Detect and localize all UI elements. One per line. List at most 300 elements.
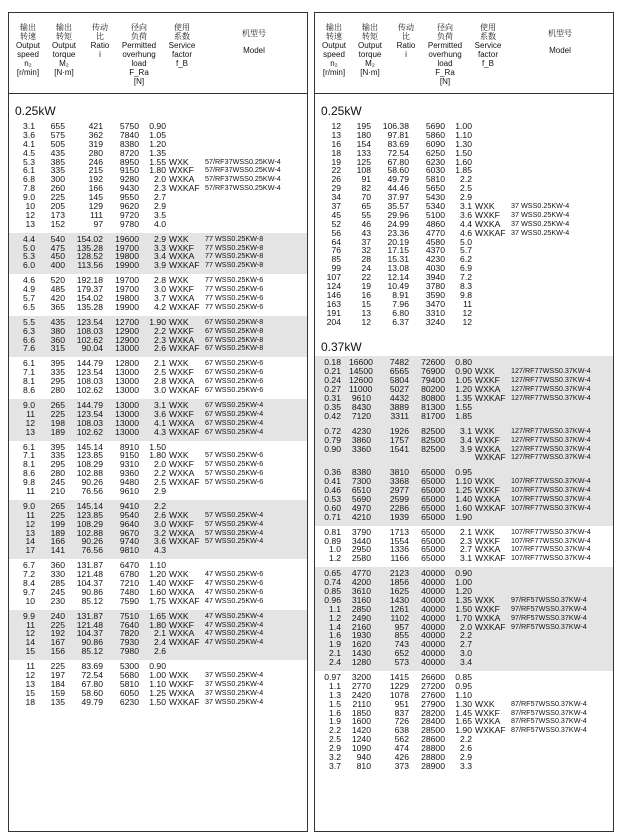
- cell-speed: 8.1: [23, 376, 35, 387]
- cell-speed: 0.90: [324, 443, 341, 454]
- cell-factor: 1.50: [149, 441, 166, 452]
- table-row: [9, 386, 307, 395]
- cell-speed: 13: [331, 129, 341, 140]
- cell-model: 107/RF77WSS0.37KW-4: [511, 544, 591, 554]
- cell-torque: 32: [361, 245, 371, 256]
- cell-ratio: 3368: [389, 476, 409, 487]
- cell-type: WXKF: [169, 459, 194, 470]
- cell-load: 28900: [421, 760, 445, 771]
- cell-speed: 3.2: [329, 752, 341, 762]
- cell-torque: 16600: [349, 357, 373, 368]
- cell-torque: 152: [50, 218, 65, 229]
- cell-ratio: 144.79: [76, 399, 103, 410]
- data-group: [9, 357, 307, 399]
- cell-factor: 2.3: [154, 183, 166, 194]
- cell-ratio: 6565: [389, 366, 409, 377]
- cell-type: WXKA: [169, 334, 195, 345]
- cell-type: WXKAF: [169, 183, 200, 194]
- cell-speed: 76: [331, 245, 341, 256]
- cell-ratio: 426: [394, 752, 409, 762]
- data-group: [9, 274, 307, 316]
- cell-load: 5750: [119, 121, 139, 131]
- cell-factor: 3.3: [460, 760, 472, 771]
- cell-type: WXK: [475, 698, 495, 709]
- cell-load: 65000: [421, 467, 445, 478]
- cell-type: WXKA: [169, 293, 195, 304]
- cell-speed: 5.0: [23, 242, 35, 253]
- cell-model: 37 WSS0.25KW-4: [205, 678, 264, 688]
- cell-load: 3780: [425, 281, 445, 292]
- cell-speed: 1.2: [329, 612, 341, 623]
- cell-ratio: 5804: [389, 375, 409, 386]
- cell-load: 40000: [421, 657, 445, 668]
- cell-torque: 189: [50, 426, 65, 437]
- cell-factor: 8.3: [460, 281, 472, 292]
- cell-ratio: 7.96: [392, 298, 409, 309]
- cell-factor: 1.20: [149, 138, 166, 149]
- cell-torque: 43: [361, 227, 371, 238]
- cell-ratio: 2977: [389, 485, 409, 496]
- cell-model: 67 WSS0.25KW-8: [205, 343, 264, 353]
- cell-type: WXKAF: [169, 696, 200, 707]
- cell-speed: 1.1: [329, 603, 341, 614]
- cell-factor: 3.4: [460, 434, 472, 445]
- cell-factor: 1.10: [149, 560, 166, 571]
- cell-torque: 125: [356, 156, 371, 167]
- cell-torque: 295: [50, 376, 65, 387]
- cell-model: 127/RF77WSS0.37KW-4: [511, 393, 591, 403]
- cell-model: 57 WSS0.25KW-6: [205, 450, 264, 460]
- data-group: [9, 500, 307, 559]
- cell-torque: 24: [361, 263, 371, 274]
- cell-load: 9410: [119, 500, 139, 511]
- cell-load: 6780: [119, 569, 139, 580]
- cell-torque: 1930: [351, 630, 371, 641]
- cell-torque: 485: [50, 284, 65, 295]
- cell-factor: 1.35: [455, 393, 472, 404]
- cell-speed: 6.0: [23, 260, 35, 271]
- cell-load: 13000: [115, 426, 139, 437]
- cell-torque: 3610: [351, 585, 371, 596]
- cell-speed: 12: [25, 518, 35, 529]
- cell-factor: 1.30: [455, 138, 472, 149]
- cell-ratio: 83.69: [387, 138, 409, 149]
- cell-speed: 5.5: [23, 316, 35, 327]
- cell-factor: 4.6: [460, 227, 472, 238]
- cell-type: WXKAF: [475, 725, 506, 736]
- cell-speed: 10: [25, 201, 35, 212]
- cell-type: WXKAF: [169, 385, 200, 396]
- cell-ratio: 44.46: [387, 183, 409, 194]
- cell-torque: 395: [50, 358, 65, 369]
- cell-speed: 12: [331, 121, 341, 131]
- cell-speed: 13: [25, 678, 35, 689]
- cell-factor: 3.9: [154, 260, 166, 271]
- cell-ratio: 6.37: [392, 316, 409, 327]
- cell-load: 7590: [119, 595, 139, 606]
- cell-factor: 1.90: [455, 725, 472, 736]
- cell-torque: 300: [50, 174, 65, 185]
- cell-speed: 11: [26, 509, 35, 520]
- cell-model: 57 WSS0.25KW-4: [205, 536, 264, 546]
- cell-ratio: 1415: [389, 671, 409, 682]
- cell-load: 9150: [119, 165, 139, 176]
- cell-torque: 55: [361, 209, 371, 220]
- cell-load: 19700: [115, 275, 139, 286]
- cell-speed: 7.6: [23, 343, 35, 354]
- cell-type: WXKAF: [169, 595, 200, 606]
- cell-type: WXKAF: [169, 343, 200, 354]
- table-row: [9, 698, 307, 707]
- cell-model: 127/RF77WSS0.37KW-4: [511, 425, 591, 435]
- cell-ratio: 1541: [389, 443, 409, 454]
- cell-factor: 6.2: [460, 254, 472, 265]
- cell-speed: 3.7: [329, 760, 341, 771]
- cell-type: WXK: [475, 366, 495, 377]
- cell-speed: 5.3: [23, 251, 35, 262]
- cell-type: WXKF: [169, 242, 194, 253]
- cell-factor: 1.10: [149, 678, 166, 689]
- cell-load: 6090: [425, 138, 445, 149]
- cell-load: 5340: [425, 201, 445, 212]
- cell-load: 3940: [425, 272, 445, 283]
- cell-type: WXK: [169, 509, 189, 520]
- cell-speed: 7.8: [23, 183, 35, 194]
- cell-speed: 124: [326, 281, 341, 292]
- cell-ratio: 85.12: [81, 646, 103, 657]
- cell-model: 87/RF57WSS0.37KW-4: [511, 698, 587, 708]
- cell-type: WXKAF: [475, 621, 506, 632]
- cell-type: WXK: [169, 275, 189, 286]
- cell-type: WXKA: [475, 493, 501, 504]
- cell-speed: 12: [25, 417, 35, 428]
- cell-factor: 1.80: [149, 165, 166, 176]
- cell-load: 13000: [115, 343, 139, 354]
- cell-speed: 0.72: [324, 425, 341, 436]
- cell-speed: 6.7: [23, 560, 35, 571]
- cell-load: 5300: [119, 661, 139, 672]
- cell-factor: 1.60: [149, 586, 166, 597]
- cell-torque: 91: [361, 174, 371, 185]
- cell-type: WXKF: [169, 284, 194, 295]
- cell-speed: 0.35: [324, 401, 341, 412]
- cell-torque: 230: [50, 595, 65, 606]
- cell-ratio: 319: [88, 138, 103, 149]
- cell-type: WXK: [475, 594, 495, 605]
- cell-speed: 0.21: [324, 366, 341, 377]
- cell-torque: 505: [50, 138, 65, 149]
- cell-speed: 13: [25, 527, 35, 538]
- data-group: [9, 559, 307, 609]
- cell-torque: 225: [50, 619, 65, 630]
- cell-factor: 12: [462, 316, 472, 327]
- cell-speed: 4.9: [23, 284, 35, 295]
- cell-load: 12700: [115, 316, 139, 327]
- cell-model: 67 WSS0.25KW-4: [205, 399, 264, 409]
- cell-speed: 18: [25, 696, 35, 707]
- cell-torque: 280: [50, 468, 65, 479]
- cell-load: 28400: [421, 716, 445, 727]
- cell-load: 8380: [119, 138, 139, 149]
- cell-model: 57 WSS0.25KW-6: [205, 468, 264, 478]
- power-label: 0.25kW: [15, 104, 56, 118]
- cell-model: 47 WSS0.25KW-4: [205, 610, 264, 620]
- cell-load: 40000: [421, 603, 445, 614]
- cell-torque: 19: [361, 281, 371, 292]
- cell-torque: 420: [50, 293, 65, 304]
- cell-speed: 9.0: [23, 500, 35, 511]
- cell-factor: 1.85: [455, 410, 472, 421]
- cell-model: 37 WSS0.25KW-4: [205, 687, 264, 697]
- cell-model: 67 WSS0.25KW-6: [205, 367, 264, 377]
- cell-ratio: 145.14: [76, 500, 103, 511]
- cell-model: 57 WSS0.25KW-4: [205, 518, 264, 528]
- cell-load: 40000: [421, 630, 445, 641]
- cell-speed: 11: [26, 619, 35, 630]
- cell-torque: 225: [50, 661, 65, 672]
- cell-factor: 5.0: [460, 236, 472, 247]
- cell-factor: 1.00: [455, 121, 472, 131]
- cell-speed: 3.6: [23, 129, 35, 140]
- cell-load: 8910: [119, 441, 139, 452]
- cell-torque: 195: [356, 121, 371, 131]
- cell-speed: 85: [331, 254, 341, 265]
- cell-load: 9720: [119, 209, 139, 220]
- cell-speed: 12: [25, 669, 35, 680]
- cell-type: WXKAF: [475, 452, 506, 463]
- cell-speed: 0.89: [324, 535, 341, 546]
- cell-ratio: 17.15: [387, 245, 409, 256]
- cell-ratio: 129: [88, 201, 103, 212]
- cell-factor: 2.0: [460, 621, 472, 632]
- data-group: [315, 466, 613, 525]
- cell-torque: 245: [50, 586, 65, 597]
- cell-speed: 1.9: [329, 716, 341, 727]
- table-row: [9, 487, 307, 496]
- cell-torque: 335: [50, 165, 65, 176]
- cell-model: 107/RF77WSS0.37KW-4: [511, 535, 591, 545]
- data-group: [315, 671, 613, 775]
- cell-speed: 9.7: [23, 586, 35, 597]
- cell-speed: 1.1: [329, 680, 341, 691]
- cell-speed: 6.1: [23, 441, 35, 452]
- cell-speed: 2.9: [329, 743, 341, 754]
- cell-factor: 3.4: [154, 251, 166, 262]
- cell-torque: 380: [50, 325, 65, 336]
- left-table: [8, 12, 308, 832]
- cell-torque: 400: [50, 260, 65, 271]
- cell-ratio: 562: [394, 734, 409, 745]
- cell-load: 65000: [421, 526, 445, 537]
- cell-factor: 1.50: [149, 696, 166, 707]
- cell-torque: 4230: [351, 425, 371, 436]
- cell-factor: 4.3: [154, 545, 166, 556]
- cell-factor: 0.90: [149, 661, 166, 672]
- cell-speed: 2.5: [329, 734, 341, 745]
- cell-torque: 2950: [351, 544, 371, 555]
- cell-factor: 0.90: [149, 121, 166, 131]
- cell-factor: 3.0: [154, 518, 166, 529]
- cell-torque: 1850: [351, 707, 371, 718]
- cell-speed: 4.1: [23, 138, 35, 149]
- cell-ratio: 1713: [389, 526, 409, 537]
- cell-speed: 0.97: [324, 671, 341, 682]
- data-group: [9, 120, 307, 233]
- cell-torque: 940: [356, 752, 371, 762]
- cell-factor: 2.7: [460, 639, 472, 650]
- cell-ratio: 154.02: [76, 293, 103, 304]
- cell-factor: 3.2: [154, 527, 166, 538]
- cell-speed: 4.5: [23, 147, 35, 158]
- data-group: [315, 356, 613, 424]
- cell-speed: 14: [25, 637, 35, 648]
- cell-speed: 0.65: [324, 568, 341, 579]
- cell-load: 12800: [115, 358, 139, 369]
- cell-ratio: 1078: [389, 689, 409, 700]
- power-label: 0.25kW: [321, 104, 362, 118]
- cell-load: 19700: [115, 284, 139, 295]
- cell-ratio: 3311: [390, 410, 409, 421]
- cell-ratio: 145: [88, 192, 103, 203]
- data-group: [315, 567, 613, 671]
- cell-ratio: 67.80: [81, 678, 103, 689]
- cell-load: 13000: [115, 417, 139, 428]
- cell-speed: 13: [25, 218, 35, 229]
- cell-model: 77 WSS0.25KW-8: [205, 251, 264, 261]
- cell-factor: 2.6: [460, 743, 472, 754]
- cell-torque: 2420: [351, 689, 371, 700]
- cell-factor: 1.80: [149, 619, 166, 630]
- cell-type: WXK: [169, 569, 189, 580]
- cell-factor: 1.10: [455, 689, 472, 700]
- cell-ratio: 104.37: [76, 628, 103, 639]
- cell-load: 65000: [421, 544, 445, 555]
- cell-model: 77 WSS0.25KW-6: [205, 275, 264, 285]
- cell-speed: 18: [331, 147, 341, 158]
- cell-torque: 435: [50, 147, 65, 158]
- table-row: [315, 554, 613, 563]
- cell-speed: 56: [331, 227, 341, 238]
- cell-factor: 2.2: [154, 468, 166, 479]
- cell-model: 57 WSS0.25KW-6: [205, 477, 264, 487]
- cell-torque: 192: [50, 628, 65, 639]
- cell-load: 9620: [119, 201, 139, 212]
- cell-torque: 3860: [351, 434, 371, 445]
- cell-ratio: 108.03: [76, 376, 103, 387]
- cell-ratio: 83.69: [81, 661, 103, 672]
- cell-type: WXK: [475, 476, 495, 487]
- cell-type: WXKAF: [475, 393, 506, 404]
- cell-load: 13000: [115, 376, 139, 387]
- cell-speed: 6.5: [23, 301, 35, 312]
- cell-load: 28800: [421, 743, 445, 754]
- cell-torque: 198: [50, 417, 65, 428]
- cell-load: 7980: [119, 646, 139, 657]
- cell-torque: 2850: [351, 603, 371, 614]
- cell-type: WXKAF: [169, 426, 200, 437]
- cell-model: 87/RF57WSS0.37KW-4: [511, 716, 587, 726]
- cell-type: WXKF: [475, 603, 500, 614]
- cell-factor: 2.0: [154, 459, 166, 470]
- cell-model: 77 WSS0.25KW-6: [205, 301, 264, 311]
- cell-factor: 2.1: [154, 358, 166, 369]
- cell-torque: 245: [50, 477, 65, 488]
- cell-model: 87/RF57WSS0.37KW-4: [511, 725, 587, 735]
- cell-type: WXK: [475, 201, 495, 212]
- cell-type: WXKA: [475, 716, 501, 727]
- cell-ratio: 2123: [389, 568, 409, 579]
- cell-type: WXKF: [475, 209, 500, 220]
- cell-load: 5680: [119, 669, 139, 680]
- cell-load: 19900: [115, 301, 139, 312]
- cell-torque: 225: [50, 509, 65, 520]
- cell-ratio: 15.31: [387, 254, 409, 265]
- cell-speed: 0.71: [324, 511, 341, 522]
- cell-load: 9780: [119, 218, 139, 229]
- cell-type: WXKAF: [475, 227, 506, 238]
- cell-torque: 295: [50, 459, 65, 470]
- cell-load: 12900: [115, 325, 139, 336]
- cell-ratio: 1939: [389, 511, 409, 522]
- cell-ratio: 743: [394, 639, 409, 650]
- cell-factor: 2.8: [154, 275, 166, 286]
- cell-ratio: 106.38: [382, 121, 409, 131]
- cell-factor: 1.55: [455, 401, 472, 412]
- cell-factor: 1.20: [149, 569, 166, 580]
- cell-load: 40000: [421, 585, 445, 596]
- cell-factor: 2.9: [154, 201, 166, 212]
- cell-model: 47 WSS0.25KW-6: [205, 586, 264, 596]
- cell-torque: 12600: [349, 375, 373, 386]
- cell-load: 81300: [421, 401, 445, 412]
- cell-speed: 29: [331, 183, 341, 194]
- data-group: [315, 425, 613, 467]
- cell-ratio: 49.79: [387, 174, 409, 185]
- cell-factor: 11: [463, 298, 472, 309]
- cell-factor: 1.30: [455, 698, 472, 709]
- cell-speed: 3.1: [23, 121, 35, 131]
- cell-speed: 10: [25, 595, 35, 606]
- right-table-body: [315, 102, 613, 775]
- cell-load: 9310: [119, 459, 139, 470]
- data-group: [9, 316, 307, 358]
- cell-ratio: 6.80: [392, 307, 409, 318]
- cell-speed: 14: [25, 536, 35, 547]
- cell-ratio: 1926: [389, 425, 409, 436]
- cell-load: 40000: [421, 568, 445, 579]
- cell-load: 8720: [119, 147, 139, 158]
- cell-torque: 1620: [351, 639, 371, 650]
- cell-model: 67 WSS0.25KW-8: [205, 325, 264, 335]
- cell-torque: 4210: [351, 511, 371, 522]
- cell-type: WXKF: [169, 325, 194, 336]
- cell-load: 6030: [425, 165, 445, 176]
- cell-load: 40000: [421, 639, 445, 650]
- cell-torque: 4200: [351, 577, 371, 588]
- cell-factor: 1.60: [455, 156, 472, 167]
- cell-factor: 1.90: [455, 511, 472, 522]
- data-group: [9, 399, 307, 441]
- cell-ratio: 76.56: [81, 545, 103, 556]
- cell-speed: 26: [331, 174, 341, 185]
- cell-torque: 265: [50, 399, 65, 410]
- cell-ratio: 108.29: [76, 518, 103, 529]
- cell-ratio: 72.54: [81, 669, 103, 680]
- cell-factor: 2.7: [460, 544, 472, 555]
- cell-ratio: 24.99: [387, 218, 409, 229]
- cell-torque: 475: [50, 242, 65, 253]
- cell-model: 97/RF57WSS0.37KW-4: [511, 612, 587, 622]
